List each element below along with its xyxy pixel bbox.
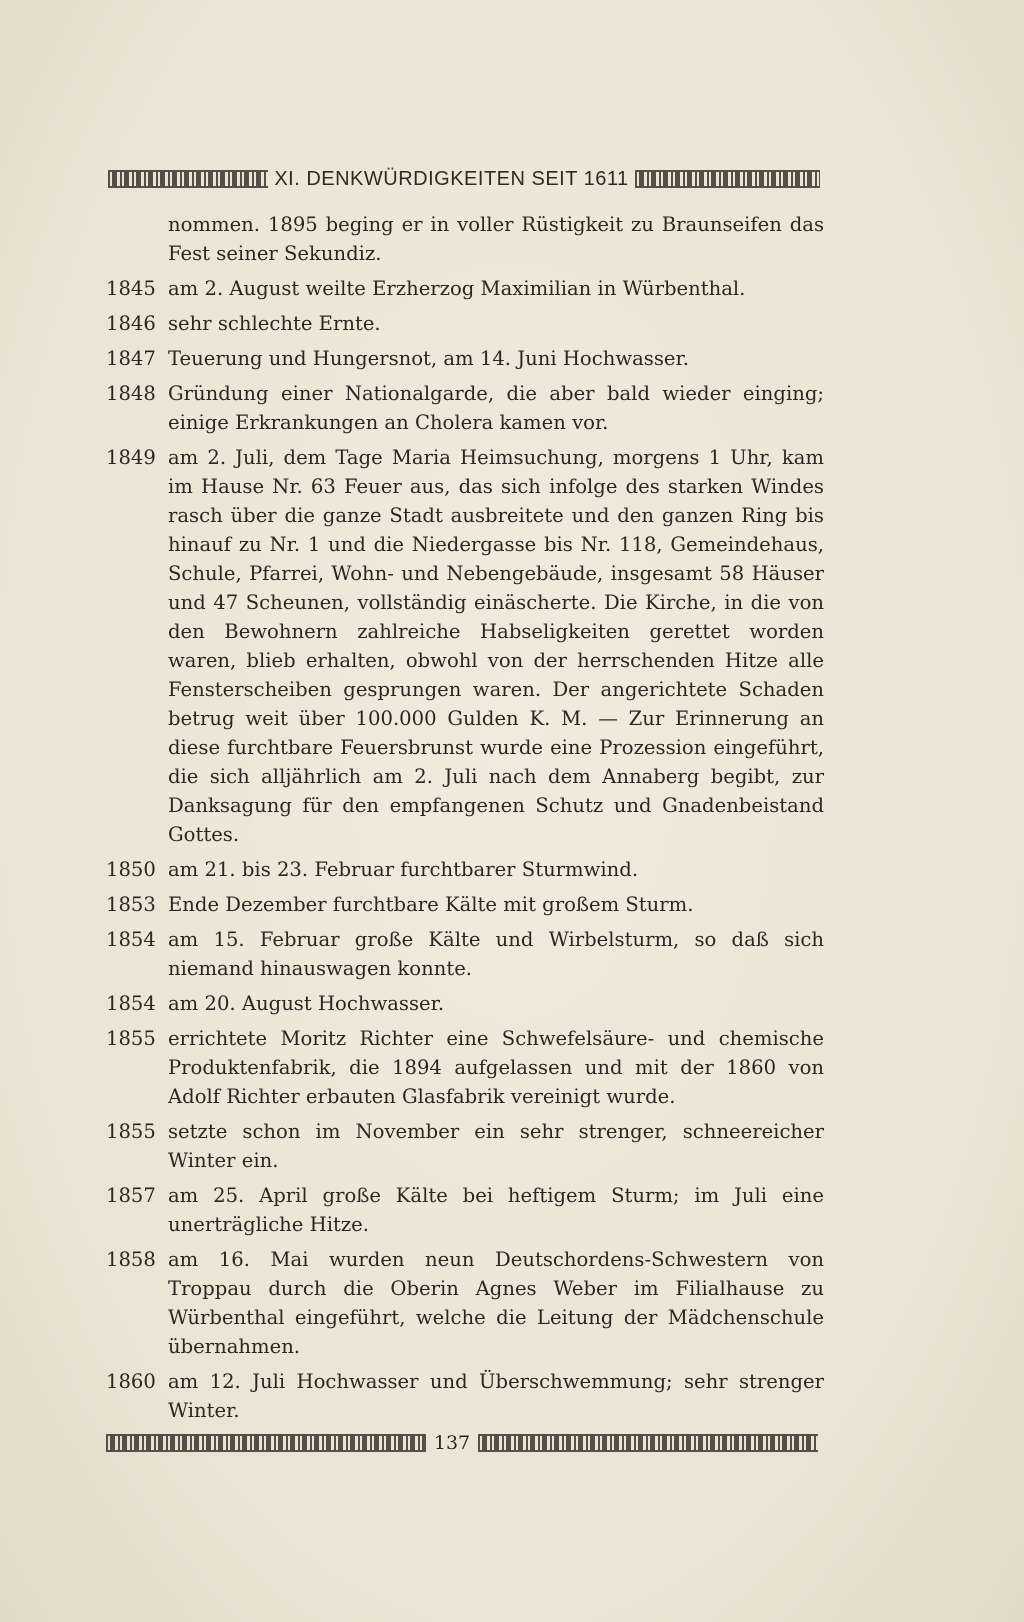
entry-year: 1845	[106, 277, 156, 300]
entry-text: am 25. April große Kälte bei heftigem Sturm; im Juli eine unerträgliche Hitze.	[168, 1184, 824, 1236]
entry-year: 1846	[106, 312, 156, 335]
entry-text: am 12. Juli Hochwasser und Überschwemmung; sehr strenger Winter.	[168, 1370, 824, 1422]
entry-year: 1854	[106, 928, 156, 951]
ornament-border-right	[635, 170, 820, 188]
entry-year: 1850	[106, 858, 156, 881]
entry-text: Gründung einer Nationalgarde, die aber bald wieder einging; einige Erkrankungen an Cholera kamen vor.	[168, 382, 824, 434]
entry-text: errichtete Moritz Richter eine Schwefelsäure- und chemische Produktenfabrik, die 1894 aufgelassen und mit der 1860 von Adolf Richter erbauten Glasfabrik vereinigt wurde.	[168, 1027, 824, 1108]
chronicle-entry	[106, 443, 824, 849]
entry-year: 1854	[106, 992, 156, 1015]
entry-text: Ende Dezember furchtbare Kälte mit großem Sturm.	[168, 893, 694, 916]
entry-year: 1848	[106, 382, 156, 405]
chronicle-entry	[106, 855, 824, 884]
chronicle-entry	[106, 1367, 824, 1425]
entry-text: am 15. Februar große Kälte und Wirbelsturm, so daß sich niemand hinauswagen konnte.	[168, 928, 824, 980]
chronicle-entry	[106, 989, 824, 1018]
page-number: 137	[433, 1432, 471, 1454]
chronicle-entry	[106, 1117, 824, 1175]
entry-text: am 16. Mai wurden neun Deutschordens-Schwestern von Troppau durch die Oberin Agnes Weber im Filialhause zu Würbenthal eingeführt, welche die Leitung der Mädchenschule übernahmen.	[168, 1248, 824, 1358]
chronicle-entry	[106, 309, 824, 338]
ornament-border-right	[478, 1434, 818, 1452]
chronicle-entry	[106, 1181, 824, 1239]
entry-text: am 2. August weilte Erzherzog Maximilian in Würbenthal.	[168, 277, 746, 300]
entry-year: 1857	[106, 1184, 156, 1207]
entry-year: 1853	[106, 893, 156, 916]
chronicle-entry	[106, 344, 824, 373]
chapter-title: XI. DENKWÜRDIGKEITEN SEIT 1611	[274, 167, 629, 190]
entry-text: am 21. bis 23. Februar furchtbarer Sturmwind.	[168, 858, 639, 881]
chronicle-entry	[106, 890, 824, 919]
entry-text: am 20. August Hochwasser.	[168, 992, 445, 1015]
entry-text: am 2. Juli, dem Tage Maria Heimsuchung, morgens 1 Uhr, kam im Hause Nr. 63 Feuer aus, das sich infolge des starken Windes rasch über die ganze Stadt ausbreitete und den ganzen Ring bis hinauf zu Nr. 1 und die Niedergasse bis Nr. 118, Gemeindehaus, Schule, Pfarrei, Wohn- und Nebengebäude, insgesamt 58 Häuser und 47 Scheunen, vollständig einäscherte. Die Kirche, in die von den Bewohnern zahlreiche Habseligkeiten gerettet worden waren, blieb erhalten, obwohl von der herrschenden Hitze alle Fensterscheiben gesprungen waren. Der angerichtete Schaden betrug weit über 100.000 Gulden K. M. — Zur Erinnerung an diese furchtbare Feuersbrunst wurde eine Prozession eingeführt, die sich alljährlich am 2. Juli nach dem Annaberg begibt, zur Danksagung für den empfangenen Schutz und Gnadenbeistand Gottes.	[168, 446, 824, 846]
chronicle-entry	[106, 1024, 824, 1111]
chronicle-entry	[106, 1245, 824, 1361]
entry-year: 1855	[106, 1027, 156, 1050]
chronicle-entry	[106, 379, 824, 437]
entry-text: setzte schon im November ein sehr strenger, schneereicher Winter ein.	[168, 1120, 824, 1172]
chronicle-text	[106, 210, 824, 1431]
ornament-border-left	[106, 1434, 426, 1452]
entry-year: 1847	[106, 347, 156, 370]
entry-text: sehr schlechte Ernte.	[168, 312, 381, 335]
entry-year: 1860	[106, 1370, 156, 1393]
entry-year: 1858	[106, 1248, 156, 1271]
ornament-border-left	[108, 170, 268, 188]
entry-year: 1849	[106, 446, 156, 469]
page-footer	[106, 1428, 818, 1458]
chronicle-entry	[106, 274, 824, 303]
entry-year: 1855	[106, 1120, 156, 1143]
chronicle-entry	[106, 925, 824, 983]
running-header	[108, 162, 820, 196]
entry-text: Teuerung und Hungersnot, am 14. Juni Hochwasser.	[168, 347, 689, 370]
continuation-paragraph: nommen. 1895 beging er in voller Rüstigkeit zu Braunseifen das Fest seiner Sekundiz.	[168, 213, 824, 265]
